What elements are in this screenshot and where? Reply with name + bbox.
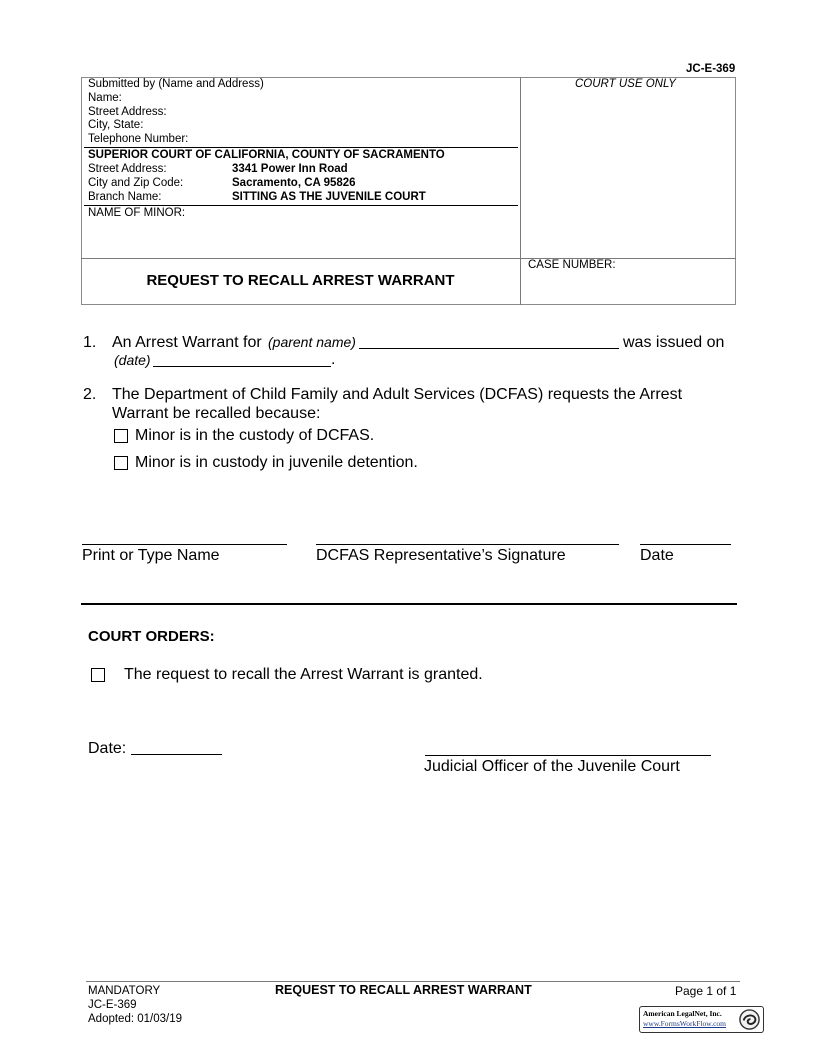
item2-line1: The Department of Child Family and Adult Services (DCFAS) requests the Arrest [112,386,683,403]
court-branch-label: Branch Name: [88,191,162,203]
submitted-by-title: Submitted by (Name and Address) [88,78,264,90]
case-number-label: CASE NUMBER: [528,259,616,271]
item1-text-a: An Arrest Warrant for [112,334,262,351]
sign-date-label: Date [640,547,674,564]
footer-rule [86,981,740,982]
sign-date-line[interactable] [640,544,731,545]
footer-form-id: JC-E-369 [88,999,137,1011]
minor-label: NAME OF MINOR: [88,207,186,219]
court-use-only: COURT USE ONLY [575,78,676,90]
print-name-label: Print or Type Name [82,547,220,564]
city-label: City, State: [88,119,144,131]
court-street-label: Street Address: [88,163,167,175]
custody-dcfas-label: Minor is in the custody of DCFAS. [135,427,375,444]
publisher-name: American LegalNet, Inc. [643,1009,722,1018]
print-name-line[interactable] [82,544,287,545]
footer-mandatory: MANDATORY [88,985,161,997]
court-branch-value: SITTING AS THE JUVENILE COURT [232,191,426,203]
juvenile-detention-checkbox[interactable] [114,456,128,470]
order-date-line[interactable] [131,754,222,755]
item2-line2: Warrant be recalled because: [112,405,321,422]
juvenile-detention-label: Minor is in custody in juvenile detention. [135,454,418,471]
name-label: Name: [88,92,122,104]
court-orders-heading: COURT ORDERS: [88,628,215,645]
form-title: REQUEST TO RECALL ARREST WARRANT [146,272,455,289]
item1-parent-label: (parent name) [268,334,356,350]
form-id-top: JC-E-369 [686,63,736,75]
publisher-logo [639,1006,764,1033]
granted-checkbox[interactable] [91,668,105,682]
rep-signature-line[interactable] [316,544,619,545]
publisher-swirl-icon [738,1008,761,1031]
footer-title: REQUEST TO RECALL ARREST WARRANT [275,983,532,997]
item1-end: . [331,351,336,368]
issued-date-blank[interactable] [153,366,331,367]
court-street-value: 3341 Power Inn Road [232,163,348,175]
footer-page: Page 1 of 1 [675,984,737,998]
street-label: Street Address: [88,106,167,118]
court-name: SUPERIOR COURT OF CALIFORNIA, COUNTY OF SACRAMENTO [88,149,445,161]
court-city-label: City and Zip Code: [88,177,184,189]
footer-adopted: Adopted: 01/03/19 [88,1013,182,1025]
parent-name-blank[interactable] [359,348,619,349]
item2-number: 2. [83,386,97,403]
judicial-officer-label: Judicial Officer of the Juvenile Court [424,758,680,775]
phone-label: Telephone Number: [88,133,189,145]
item1-text-b: was issued on [623,334,725,351]
custody-dcfas-checkbox[interactable] [114,429,128,443]
item1-number: 1. [83,334,97,351]
rep-signature-label: DCFAS Representative’s Signature [316,547,566,564]
item1-date-label: (date) [114,352,151,368]
section-separator [81,603,737,605]
order-date-label: Date: [88,740,127,757]
granted-label: The request to recall the Arrest Warrant is granted. [124,666,483,683]
court-city-value: Sacramento, CA 95826 [232,177,356,189]
publisher-url: www.FormsWorkFlow.com [643,1019,727,1028]
judicial-signature-line[interactable] [425,755,711,756]
